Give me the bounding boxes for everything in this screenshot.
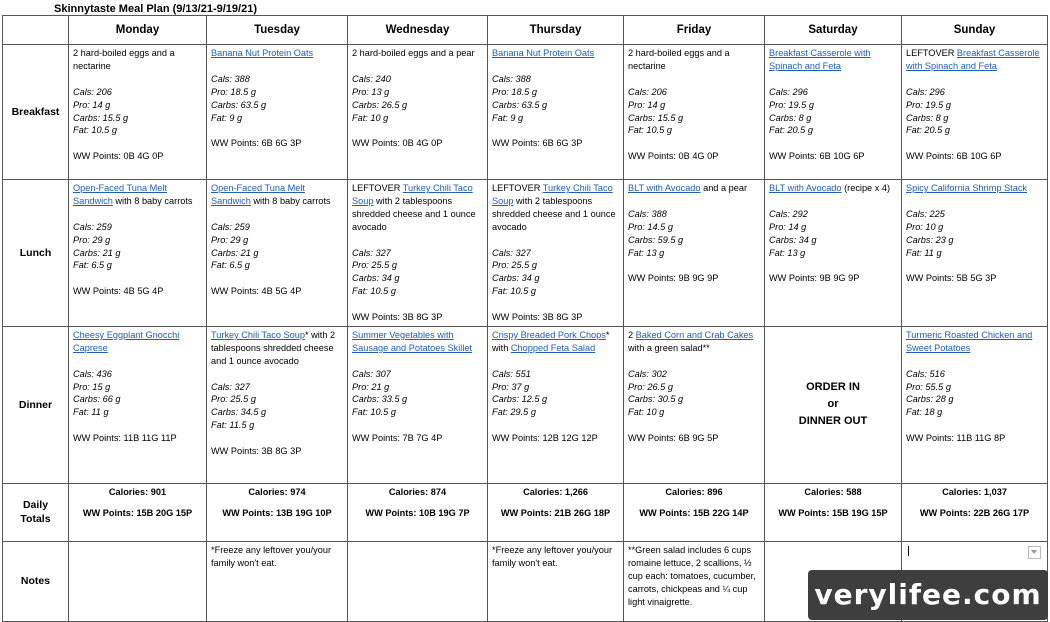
- nutrition-cals: Cals: 436: [73, 368, 112, 379]
- meal-suffix: with 8 baby carrots: [112, 195, 193, 206]
- spacer: [211, 368, 343, 381]
- meal-cell: [624, 45, 765, 180]
- nutrition-carbs: Carbs: 23 g: [906, 234, 954, 245]
- nutrition-fat: Fat: 10.5 g: [352, 407, 396, 418]
- breakfast-row: [3, 45, 1048, 180]
- nutrition-fat: Fat: 13 g: [628, 247, 665, 258]
- meal-description: [628, 329, 760, 355]
- note-cell: *Freeze any leftover you/your family won't eat.: [207, 541, 348, 621]
- spacer: [769, 195, 897, 208]
- daily-ww-points: WW Points: 15B 20G 15P: [82, 507, 193, 518]
- nutrition-fat: Fat: 10.5 g: [73, 125, 117, 136]
- meal-cell: [207, 180, 348, 327]
- meal-suffix: 2 hard-boiled eggs and a nectarine: [73, 48, 175, 71]
- dinner-row: [3, 326, 1048, 483]
- daily-total-cell: [207, 483, 348, 541]
- nutrition-pro: Pro: 25.5 g: [492, 260, 537, 271]
- nutrition-carbs: Carbs: 15.5 g: [628, 112, 684, 123]
- meal-cell: [765, 45, 902, 180]
- nutrition-fat: Fat: 29.5 g: [492, 407, 536, 418]
- dropdown-arrow-icon[interactable]: [1028, 546, 1041, 559]
- ww-points: WW Points: 4B 5G 4P: [73, 286, 164, 297]
- nutrition-fat: Fat: 10 g: [628, 407, 665, 418]
- ww-points: WW Points: 4B 5G 4P: [211, 286, 302, 297]
- meal-description: [211, 47, 343, 60]
- nutrition-cals: Cals: 302: [628, 368, 667, 379]
- ww-points: WW Points: 6B 6G 3P: [211, 138, 302, 149]
- meal-description: [769, 182, 897, 195]
- meal-suffix: with 2 tablespoons shredded cheese and 1 ounce avocado: [492, 195, 616, 232]
- recipe-link[interactable]: Banana Nut Protein Oats: [492, 48, 595, 58]
- meal-description: [211, 182, 343, 208]
- spacer: [906, 419, 1043, 432]
- nutrition-carbs: Carbs: 30.5 g: [628, 394, 684, 405]
- ww-points: WW Points: 3B 8G 3P: [492, 312, 583, 323]
- spacer: [352, 124, 483, 137]
- nutrition-pro: Pro: 14 g: [769, 221, 807, 232]
- ww-points: WW Points: 9B 9G 9P: [769, 273, 860, 284]
- spacer: [492, 60, 619, 73]
- spacer: [73, 419, 202, 432]
- daily-calories: Calories: 588: [804, 486, 862, 497]
- spacer: [906, 259, 1043, 272]
- spacer: [73, 73, 202, 86]
- note-cell: [69, 541, 207, 621]
- nutrition-carbs: Carbs: 33.5 g: [352, 394, 408, 405]
- meal-suffix: 2 hard-boiled eggs and a pear: [352, 48, 475, 58]
- nutrition-pro: Pro: 14 g: [628, 99, 666, 110]
- meal-description: [352, 47, 483, 60]
- nutrition-carbs: Carbs: 15.5 g: [73, 112, 129, 123]
- recipe-link[interactable]: Crispy Breaded Pork Chops: [492, 329, 606, 340]
- meal-cell: [207, 326, 348, 483]
- meal-cell: [902, 326, 1048, 483]
- daily-ww-points: WW Points: 15B 19G 15P: [778, 507, 888, 518]
- recipe-link[interactable]: Turkey Chili Taco Soup: [492, 183, 613, 206]
- recipe-link[interactable]: Cheesy Eggplant Gnocchi Caprese: [73, 329, 180, 353]
- meal-plan-table: [2, 15, 1048, 622]
- nutrition-carbs: Carbs: 26.5 g: [352, 99, 408, 110]
- nutrition-carbs: Carbs: 21 g: [73, 247, 121, 258]
- meal-description: [73, 182, 202, 208]
- nutrition-fat: Fat: 11.5 g: [211, 420, 255, 431]
- nutrition-pro: Pro: 19.5 g: [769, 99, 814, 110]
- nutrition-cals: Cals: 516: [906, 368, 945, 379]
- nutrition-pro: Pro: 10 g: [906, 221, 944, 232]
- row-label-lunch: Lunch: [3, 180, 69, 327]
- header-row: [3, 16, 1048, 45]
- meal-description: [628, 182, 760, 195]
- meal-cell: [348, 180, 488, 327]
- nutrition-cals: Cals: 292: [769, 208, 808, 219]
- nutrition-fat: Fat: 10.5 g: [492, 286, 536, 297]
- meal-cell: [902, 180, 1048, 327]
- meal-cell: [69, 180, 207, 327]
- meal-suffix: 2 hard-boiled eggs and a nectarine: [628, 48, 730, 71]
- day-header: Monday: [69, 16, 207, 45]
- row-label-dinner: Dinner: [3, 326, 69, 483]
- meal-suffix: (recipe x 4): [841, 183, 891, 193]
- nutrition-pro: Pro: 19.5 g: [906, 99, 951, 110]
- spacer: [769, 259, 897, 272]
- daily-calories: Calories: 901: [108, 486, 167, 497]
- meal-description: [73, 329, 202, 355]
- nutrition-cals: Cals: 206: [628, 86, 667, 97]
- meal-description: [492, 182, 619, 234]
- day-header: Friday: [624, 16, 765, 45]
- recipe-link[interactable]: Summer Vegetables with Sausage and Potatoes Skillet: [352, 329, 473, 353]
- lunch-row: [3, 180, 1048, 327]
- spacer: [352, 419, 483, 432]
- nutrition-cals: Cals: 240: [352, 73, 391, 84]
- spacer: [73, 208, 202, 221]
- meal-cell: [348, 326, 488, 483]
- spacer: [906, 73, 1043, 86]
- nutrition-fat: Fat: 10.5 g: [352, 286, 396, 297]
- meal-suffix: * with 2 tablespoons shredded cheese and 1 ounce avocado: [211, 329, 336, 366]
- meal-description: [769, 47, 897, 73]
- nutrition-cals: Cals: 206: [73, 86, 112, 97]
- ww-points: WW Points: 6B 10G 6P: [769, 151, 865, 162]
- spacer: [628, 419, 760, 432]
- ww-points: WW Points: 6B 10G 6P: [906, 151, 1002, 162]
- spacer: [769, 73, 897, 86]
- nutrition-pro: Pro: 14 g: [73, 99, 111, 110]
- daily-total-cell: [488, 483, 624, 541]
- meal-description: [492, 329, 619, 355]
- corner-cell: [3, 16, 69, 45]
- nutrition-fat: Fat: 13 g: [769, 247, 806, 258]
- spacer: [628, 195, 760, 208]
- nutrition-carbs: Carbs: 34 g: [352, 273, 400, 284]
- nutrition-pro: Pro: 37 g: [492, 381, 530, 392]
- ww-points: WW Points: 6B 9G 5P: [628, 433, 719, 444]
- spacer: [211, 272, 343, 285]
- spacer: [352, 60, 483, 73]
- spacer: [211, 208, 343, 221]
- nutrition-carbs: Carbs: 34 g: [769, 234, 817, 245]
- meal-cell: [488, 326, 624, 483]
- nutrition-cals: Cals: 551: [492, 368, 531, 379]
- ww-points: WW Points: 0B 4G 0P: [628, 151, 719, 162]
- spacer: [492, 355, 619, 368]
- note-cell: *Freeze any leftover you/your family won't eat.: [488, 541, 624, 621]
- meal-description: [352, 182, 483, 234]
- meal-suffix: with 2 tablespoons shredded cheese and 1 ounce avocado: [352, 195, 476, 232]
- nutrition-fat: Fat: 11 g: [73, 407, 109, 418]
- spacer: [352, 355, 483, 368]
- spacer: [906, 355, 1043, 368]
- nutrition-fat: Fat: 10.5 g: [628, 125, 672, 136]
- nutrition-cals: Cals: 225: [906, 208, 945, 219]
- daily-total-cell: [624, 483, 765, 541]
- spacer: [628, 137, 760, 150]
- spacer: [211, 60, 343, 73]
- spacer: [73, 272, 202, 285]
- nutrition-pro: Pro: 13 g: [352, 86, 390, 97]
- daily-ww-points: WW Points: 21B 26G 18P: [500, 507, 611, 518]
- nutrition-pro: Pro: 21 g: [352, 381, 390, 392]
- recipe-link[interactable]: Breakfast Casserole with Spinach and Feta: [769, 48, 871, 71]
- ww-points: WW Points: 9B 9G 9P: [628, 273, 719, 284]
- spacer: [492, 298, 619, 311]
- nutrition-cals: Cals: 388: [628, 208, 667, 219]
- meal-description: [73, 47, 202, 73]
- meal-cell: [348, 45, 488, 180]
- meal-description: [492, 47, 619, 60]
- nutrition-pro: Pro: 25.5 g: [211, 394, 256, 405]
- nutrition-fat: Fat: 20.5 g: [769, 125, 813, 136]
- meal-cell: [207, 45, 348, 180]
- nutrition-fat: Fat: 6.5 g: [73, 260, 112, 271]
- recipe-link[interactable]: Baked Corn and Crab Cakes: [635, 329, 754, 340]
- nutrition-fat: Fat: 18 g: [906, 407, 943, 418]
- nutrition-carbs: Carbs: 66 g: [73, 394, 121, 405]
- meal-description: [906, 329, 1043, 355]
- note-cell: **Green salad includes 6 cups romaine lettuce, 2 scallions, ½ cup each: tomatoes, cucumber, carrots, chickpeas and ¼ cup light vinaigrette.: [624, 541, 765, 621]
- nutrition-cals: Cals: 327: [492, 247, 531, 258]
- spacer: [211, 124, 343, 137]
- nutrition-pro: Pro: 14.5 g: [628, 221, 673, 232]
- nutrition-cals: Cals: 259: [73, 221, 112, 232]
- meal-cell: [624, 180, 765, 327]
- nutrition-carbs: Carbs: 63.5 g: [492, 99, 548, 110]
- recipe-link[interactable]: Spicy California Shrimp Stack: [906, 183, 1028, 193]
- spacer: [492, 419, 619, 432]
- ww-points: WW Points: 11B 11G 8P: [906, 433, 1006, 444]
- nutrition-pro: Pro: 26.5 g: [628, 381, 673, 392]
- ww-points: WW Points: 7B 7G 4P: [352, 433, 443, 444]
- nutrition-carbs: Carbs: 12.5 g: [492, 394, 548, 405]
- spacer: [352, 298, 483, 311]
- nutrition-cals: Cals: 259: [211, 221, 250, 232]
- daily-calories: Calories: 1,266: [523, 486, 588, 497]
- daily-ww-points: WW Points: 15B 22G 14P: [639, 507, 749, 518]
- recipe-link[interactable]: Turkey Chili Taco Soup: [211, 329, 305, 340]
- daily-total-cell: [765, 483, 902, 541]
- nutrition-cals: Cals: 327: [211, 381, 250, 392]
- spacer: [628, 355, 760, 368]
- daily-ww-points: WW Points: 10B 19G 7P: [365, 507, 470, 518]
- daily-calories: Calories: 896: [665, 486, 723, 497]
- meal-description: [906, 47, 1043, 73]
- ww-points: WW Points: 6B 6G 3P: [492, 138, 583, 149]
- meal-suffix: and a pear: [700, 183, 748, 193]
- recipe-link[interactable]: Chopped Feta Salad: [510, 342, 596, 353]
- recipe-link[interactable]: Banana Nut Protein Oats: [211, 48, 314, 58]
- row-label-totals-line1: Daily: [22, 499, 49, 512]
- day-header: Wednesday: [348, 16, 488, 45]
- nutrition-pro: Pro: 15 g: [73, 381, 111, 392]
- row-label-totals: [3, 483, 69, 541]
- meal-cell: [902, 45, 1048, 180]
- nutrition-carbs: Carbs: 34 g: [492, 273, 540, 284]
- ww-points: WW Points: 12B 12G 12P: [492, 433, 598, 444]
- nutrition-cals: Cals: 307: [352, 368, 391, 379]
- meal-description: [628, 47, 760, 73]
- page-title: Skinnytaste Meal Plan (9/13/21-9/19/21): [54, 3, 257, 15]
- daily-total-cell: [348, 483, 488, 541]
- ww-points: WW Points: 0B 4G 0P: [352, 138, 443, 149]
- daily-ww-points: WW Points: 13B 19G 10P: [222, 507, 332, 518]
- nutrition-carbs: Carbs: 21 g: [211, 247, 259, 258]
- text-cursor: [908, 546, 909, 556]
- recipe-link[interactable]: Breakfast Casserole with Spinach and Feta: [906, 48, 1040, 71]
- day-header: Tuesday: [207, 16, 348, 45]
- spacer: [73, 137, 202, 150]
- watermark: verylifee.com: [808, 570, 1048, 620]
- meal-prefix: LEFTOVER: [492, 183, 543, 193]
- meal-suffix: with 8 baby carrots: [250, 195, 331, 206]
- meal-suffix: * with: [492, 329, 610, 353]
- meal-prefix: 2: [628, 329, 636, 340]
- nutrition-pro: Pro: 29 g: [73, 234, 111, 245]
- daily-calories: Calories: 874: [388, 486, 447, 497]
- meal-suffix: with a green salad**: [628, 342, 710, 353]
- ww-points: WW Points: 3B 8G 3P: [352, 312, 443, 323]
- nutrition-fat: Fat: 20.5 g: [906, 125, 950, 136]
- order-in-text: ORDER IN: [806, 381, 860, 394]
- nutrition-fat: Fat: 10 g: [352, 112, 389, 123]
- nutrition-carbs: Carbs: 63.5 g: [211, 99, 267, 110]
- ww-points: WW Points: 0B 4G 0P: [73, 151, 164, 162]
- spacer: [769, 137, 897, 150]
- ww-points: WW Points: 11B 11G 11P: [73, 433, 177, 444]
- meal-cell: [765, 180, 902, 327]
- totals-row: [3, 483, 1048, 541]
- nutrition-pro: Pro: 55.5 g: [906, 381, 951, 392]
- nutrition-cals: Cals: 296: [906, 86, 945, 97]
- meal-description: [906, 182, 1043, 195]
- meal-description: [352, 329, 483, 355]
- nutrition-carbs: Carbs: 34.5 g: [211, 407, 267, 418]
- spacer: [906, 137, 1043, 150]
- meal-cell: [765, 326, 902, 483]
- day-header: Thursday: [488, 16, 624, 45]
- ww-points: WW Points: 3B 8G 3P: [211, 446, 302, 457]
- spacer: [492, 234, 619, 247]
- recipe-link[interactable]: Turmeric Roasted Chicken and Sweet Potatoes: [906, 329, 1033, 353]
- spacer: [906, 195, 1043, 208]
- spacer: [492, 124, 619, 137]
- nutrition-carbs: Carbs: 8 g: [769, 112, 812, 123]
- nutrition-fat: Fat: 9 g: [492, 112, 524, 123]
- meal-cell: [69, 45, 207, 180]
- nutrition-fat: Fat: 9 g: [211, 112, 243, 123]
- spacer: [73, 355, 202, 368]
- recipe-link[interactable]: Open-Faced Tuna Melt Sandwich: [73, 183, 167, 206]
- order-in-text: or: [827, 398, 839, 411]
- recipe-link[interactable]: BLT with Avocado: [769, 183, 842, 193]
- nutrition-cals: Cals: 388: [211, 73, 250, 84]
- row-label-breakfast: Breakfast: [3, 45, 69, 180]
- nutrition-cals: Cals: 296: [769, 86, 808, 97]
- nutrition-carbs: Carbs: 8 g: [906, 112, 949, 123]
- nutrition-pro: Pro: 29 g: [211, 234, 249, 245]
- daily-calories: Calories: 974: [248, 486, 306, 497]
- meal-cell: [488, 180, 624, 327]
- nutrition-carbs: Carbs: 59.5 g: [628, 234, 684, 245]
- meal-prefix: LEFTOVER: [906, 48, 957, 58]
- meal-cell: [69, 326, 207, 483]
- meal-cell: [624, 326, 765, 483]
- ww-points: WW Points: 5B 5G 3P: [906, 273, 997, 284]
- nutrition-fat: Fat: 11 g: [906, 247, 942, 258]
- spacer: [628, 73, 760, 86]
- day-header: Sunday: [902, 16, 1048, 45]
- daily-calories: Calories: 1,037: [942, 486, 1007, 497]
- nutrition-cals: Cals: 327: [352, 247, 391, 258]
- row-label-totals-line2: Totals: [20, 513, 51, 526]
- spacer: [628, 259, 760, 272]
- meal-cell: [488, 45, 624, 180]
- order-in-text: DINNER OUT: [798, 415, 868, 428]
- spacer: [211, 432, 343, 445]
- nutrition-carbs: Carbs: 28 g: [906, 394, 954, 405]
- recipe-link[interactable]: BLT with Avocado: [628, 183, 701, 193]
- daily-ww-points: WW Points: 22B 26G 17P: [919, 507, 1030, 518]
- nutrition-pro: Pro: 25.5 g: [352, 260, 397, 271]
- meal-prefix: LEFTOVER: [352, 183, 403, 193]
- spacer: [352, 234, 483, 247]
- nutrition-pro: Pro: 18.5 g: [211, 86, 256, 97]
- nutrition-pro: Pro: 18.5 g: [492, 86, 537, 97]
- meal-description: [211, 329, 343, 368]
- daily-total-cell: [69, 483, 207, 541]
- row-label-notes: Notes: [3, 541, 69, 621]
- daily-total-cell: [902, 483, 1048, 541]
- nutrition-fat: Fat: 6.5 g: [211, 260, 250, 271]
- recipe-link[interactable]: Open-Faced Tuna Melt Sandwich: [211, 183, 305, 206]
- nutrition-cals: Cals: 388: [492, 73, 531, 84]
- recipe-link[interactable]: Turkey Chili Taco Soup: [352, 183, 473, 206]
- note-cell: [348, 541, 488, 621]
- day-header: Saturday: [765, 16, 902, 45]
